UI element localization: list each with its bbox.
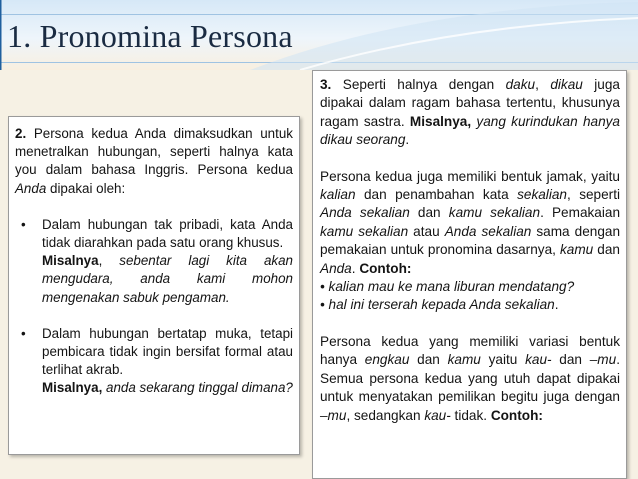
right-paragraph-3: Persona kedua yang memiliki variasi bentuk hanya engkau dan kamu yaitu kau- dan –mu. Semua persona kedua yang utuh dapat dipakai untuk menyatakan pemilikan begitu juga dengan –mu, sedangkan kau- tidak. Contoh: — [320, 333, 620, 423]
bullet-dot: • — [21, 325, 26, 341]
example-line-2: • hal ini terserah kepada Anda sekalian. — [320, 297, 559, 313]
example-line-1: • kalian mau ke mana liburan mendatang? — [320, 279, 575, 295]
bullet-impersonal: • Dalam hubungan tak pribadi, kata Anda tidak diarahkan pada satu orang khusus. Misalnya, sebentar lagi kita akan mengudara, anda kami mohon mengenakan sabuk pengaman. — [21, 216, 293, 305]
left-intro-paragraph: 2. Persona kedua Anda dimaksudkan untuk menetralkan hubungan, seperti halnya kata you dalam bahasa Inggris. Persona kedua Anda dipakai oleh: — [15, 126, 293, 196]
right-paragraph-1: 3. Seperti halnya dengan daku, dikau juga dipakai dalam ragam bahasa tertentu, khusunya ragam sastra. Misalnya, yang kurindukan hanya dikau seorang. — [320, 77, 620, 148]
right-paragraph-2: Persona kedua juga memiliki bentuk jamak, yaitu kalian dan penambahan kata sekalian, seperti Anda sekalian dan kamu sekalian. Pemakaian kamu sekalian atau Anda sekalian sama dengan pemakaian untuk pronomina dasarnya, kamu dan Anda. Contoh: — [320, 168, 621, 276]
slide-title: 1. Pronomina Persona — [7, 18, 293, 54]
right-text-panel — [312, 70, 627, 479]
left-text-panel — [8, 116, 300, 455]
bullet-dot: • — [21, 216, 26, 232]
bullet-face-to-face: • Dalam hubungan bertatap muka, tetapi pembicara tidak ingin bersifat formal atau terlihat akrab. Misalnya, anda sekarang tinggal dimana? — [21, 325, 293, 396]
